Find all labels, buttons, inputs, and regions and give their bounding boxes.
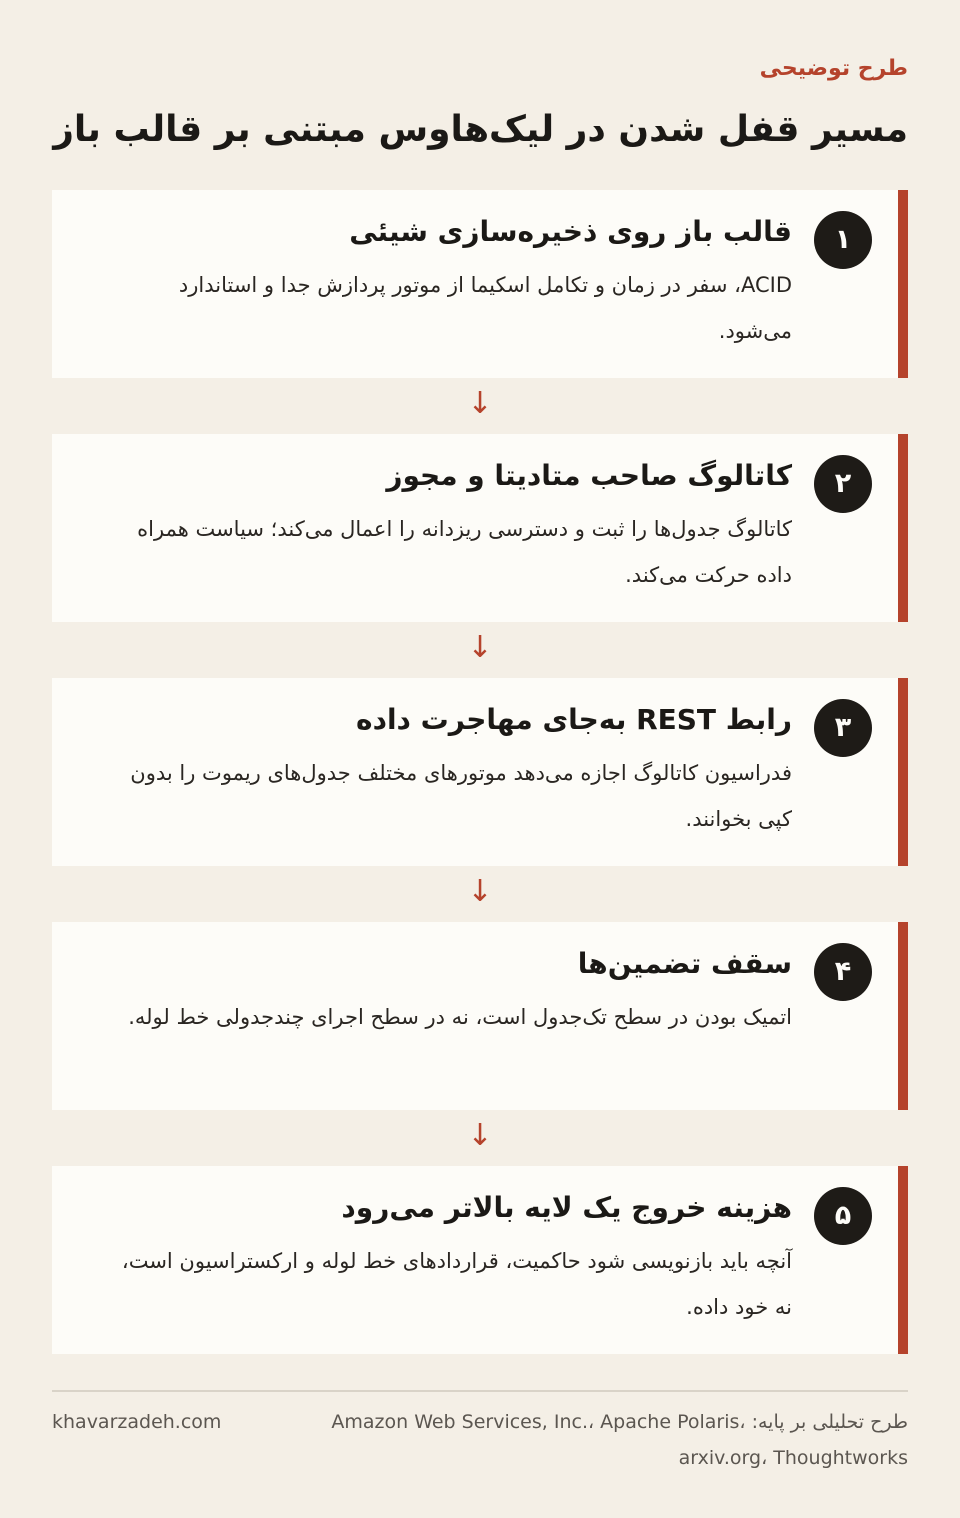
step-title: کاتالوگ صاحب متادیتا و مجوز — [386, 459, 792, 492]
step-number-badge: ۵ — [814, 1187, 872, 1245]
step-card-3 — [52, 678, 908, 866]
step-number-badge: ۱ — [814, 211, 872, 269]
step-description: ACID، سفر در زمان و تکامل اسکیما از موتور پردازش جدا و استاندارد می‌شود. — [178, 273, 792, 343]
step-number-badge: ۴ — [814, 943, 872, 1001]
step-card-2 — [52, 434, 908, 622]
down-arrow-icon: ↓ — [467, 386, 493, 421]
step-title: سقف تضمین‌ها — [577, 947, 792, 980]
kicker-label: طرح توضیحی — [759, 56, 908, 81]
source-credit: طرح تحلیلی بر پایه: Amazon Web Services, Inc.، Apache Polaris، arxiv.org، Thoughtworks — [331, 1411, 908, 1469]
step-card-4 — [52, 922, 908, 1110]
step-title: هزینه خروج یک لایه بالاتر می‌رود — [341, 1191, 792, 1224]
step-description: کاتالوگ جدول‌ها را ثبت و دسترسی ریزدانه را اعمال می‌کند؛ سیاست همراه داده حرکت می‌کند. — [137, 517, 792, 587]
site-link[interactable]: khavarzadeh.com — [52, 1411, 222, 1433]
step-title: رابط REST به‌جای مهاجرت داده — [356, 703, 792, 736]
down-arrow-icon: ↓ — [467, 874, 493, 909]
step-title: قالب باز روی ذخیره‌سازی شیئی — [349, 215, 792, 248]
down-arrow-icon: ↓ — [467, 630, 493, 665]
page-title: مسیر قفل شدن در لیک‌هاوس مبتنی بر قالب باز — [53, 109, 908, 150]
down-arrow-icon: ↓ — [467, 1118, 493, 1153]
step-description: اتمیک بودن در سطح تک‌جدول است، نه در سطح اجرای چندجدولی خط لوله. — [128, 1005, 792, 1029]
infographic-page — [52, 0, 908, 1518]
step-number-badge: ۲ — [814, 455, 872, 513]
step-number-badge: ۳ — [814, 699, 872, 757]
step-description: فدراسیون کاتالوگ اجازه می‌دهد موتورهای مختلف جدول‌های ریموت را بدون کپی بخوانند. — [130, 761, 792, 831]
footer-divider — [52, 1390, 908, 1392]
steps-list — [52, 190, 908, 1354]
step-card-1 — [52, 190, 908, 378]
step-description: آنچه باید بازنویسی شود حاکمیت، قراردادهای خط لوله و ارکستراسیون است، نه خود داده. — [121, 1249, 792, 1319]
step-card-5 — [52, 1166, 908, 1354]
